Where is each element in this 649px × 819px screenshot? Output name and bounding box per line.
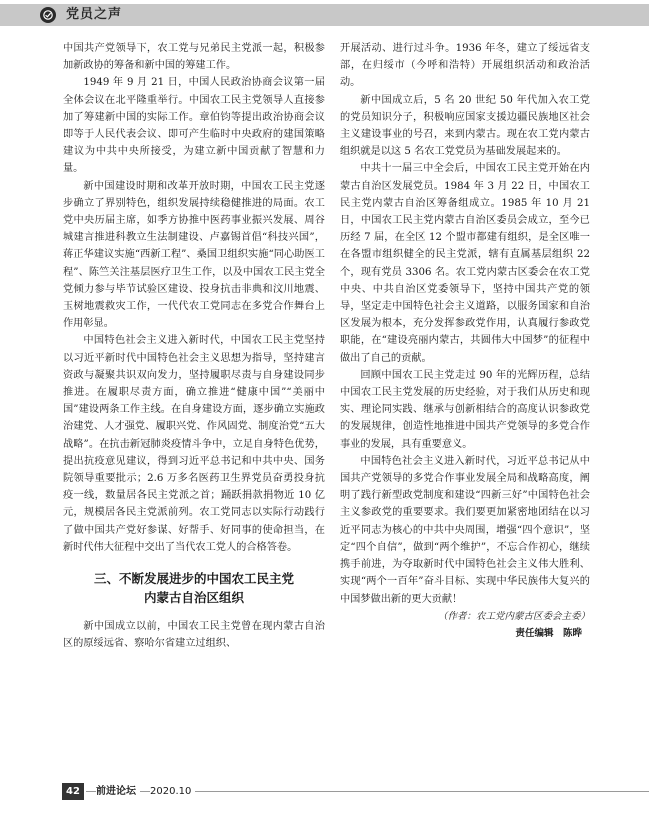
article-paragraph: 1949 年 9 月 21 日，中国人民政治协商会议第一届全体会议在北平隆重举行。中国农工民主党领导人直接参加了筹建新中国的实际工作。章伯钧等提出政治协商会议即等于人民代表会议、即可产生临时中央政府的建国策略建议为中共中央所接受，为建立新中国贡献了智慧和力量。 (63, 77, 325, 175)
article-paragraph: 新中国成立以前，中国农工民主党曾在现内蒙古自治区的原绥远省、察哈尔省建立过组织、 (63, 621, 325, 650)
article-paragraph: 新中国成立后，5 名 20 世纪 50 年代加入农工党的党员知识分子，积极响应国家支援边疆民族地区社会主义建设事业的号召，来到内蒙古。现在农工党内蒙古组织就是以这 5 名农工党党员为基础发展起来的。 (340, 94, 590, 158)
section-heading-line: 内蒙古自治区组织 (143, 590, 244, 606)
left-column (63, 40, 325, 653)
issue-number: 2020.10 (150, 784, 195, 800)
article-paragraph: 中国共产党领导下，农工党与兄弟民主党派一起，积极参加新政协的筹备和新中国的筹建工作。 (63, 43, 325, 72)
section-heading-line: 三、不断发展进步的中国农工民主党 (93, 571, 294, 587)
article-paragraph: 回顾中国农工民主党走过 90 年的光辉历程，总结中国农工民主党发展的历史经验，对于我们从历史和现实、理论同实践、继承与创新相结合的高度认识参政党的发展规律，创造性地推进中国共产党领导的多党合作事业的发展，具有重要意义。 (340, 369, 590, 450)
article-paragraph: 新中国建设时期和改革开放时期，中国农工民主党逐步确立了界别特色，组织发展持续稳健推进的局面。农工党中央历届主席，如季方协推中医药事业振兴发展、周谷城建言推进科教立生法制建设、卢嘉锡首倡“科技兴国”，蒋正华建议实施“西新工程”、桑国卫组织实施“同心助医工程”、陈竺关注基层医疗卫生工作，以及中国农工民主党全党倾力参与毕节试验区建设、投身抗击非典和汶川地震、玉树地震救灾工作，一代代农工党同志在多党合作舞台上作用彰显。 (63, 180, 325, 330)
article-paragraph: 中国特色社会主义进入新时代，中国农工民主党坚持以习近平新时代中国特色社会主义思想为指导，坚持建言资政与凝聚共识双向发力，坚持履职尽责与自身建设同步推进。在履职尽责方面，确立推进“健康中国”“美丽中国”建设两条工作主线。在自身建设方面，逐步确立实施政治建党、人才强党、履职兴党、作风固党、制度治党“五大战略”。在抗击新冠肺炎疫情斗争中，立足自身特色优势，提出抗疫意见建议，得到习近平总书记和中共中央、国务院领导重要批示；2.6 万多名医药卫生界党员奋勇投身抗疫一线，数量居各民主党派之首；踊跃捐款捐物近 10 亿元，规模居各民主党派前列。农工党同志以实际行动践行了做中国共产党好参谋、好帮手、好同事的使命担当，在新时代伟大征程中交出了当代农工党人的合格答卷。 (63, 335, 325, 553)
article-paragraph: 中国特色社会主义进入新时代，习近平总书记从中国共产党领导的多党合作事业发展全局和战略高度，阐明了践行新型政党制度和建设“四新三好”中国特色社会主义参政党的重要要求。我们要更加紧密地团结在以习近平同志为核心的中共中央周围，增强“四个意识”，坚定“四个自信”，做到“两个维护”，不忘合作初心，继续携手前进，为夺取新时代中国特色社会主义伟大胜利、实现“两个一百年”奋斗目标、实现中华民族伟大复兴的中国梦做出新的更大贡献！ (340, 455, 590, 605)
page-header (0, 0, 649, 30)
article-paragraph: 中共十一届三中全会后，中国农工民主党开始在内蒙古自治区发展党员。1984 年 3 月 22 日，中国农工民主党内蒙古自治区筹备组成立。1985 年 10 月 21 日，中国农工民主党内蒙古自治区委员会成立，至今已历经 7 届，在全区 12 个盟市都建有组织，是全区唯一在各盟市组织健全的民主党派，辖有直属基层组织 22 个，现有党员 3306 名。农工党内蒙古区委会在农工党中央、中共自治区党委领导下，坚持中国共产党的领导，坚定走中国特色社会主义道路，以服务国家和自治区发展为根本，充分发挥参政党作用，认真履行参政党职能，在“建设亮丽内蒙古，共圆伟大中国梦”的征程中做出了自己的贡献。 (340, 163, 590, 364)
page-footer (0, 783, 649, 801)
party-emblem-icon (40, 7, 56, 23)
section-heading (63, 569, 325, 607)
right-column (340, 40, 590, 642)
journal-name: 前进论坛 (96, 784, 140, 800)
page-number: 42 (62, 783, 84, 800)
editor-note: 责任编辑 陈晔 (515, 627, 582, 639)
article-paragraph: 开展活动、进行过斗争。1936 年冬，建立了绥远省支部，在归绥市（今呼和浩特）开展组织活动和政治活动。 (340, 43, 590, 89)
author-note: （作者：农工党内蒙古区委会主委） (437, 610, 590, 622)
header-title: 党员之声 (66, 7, 123, 22)
